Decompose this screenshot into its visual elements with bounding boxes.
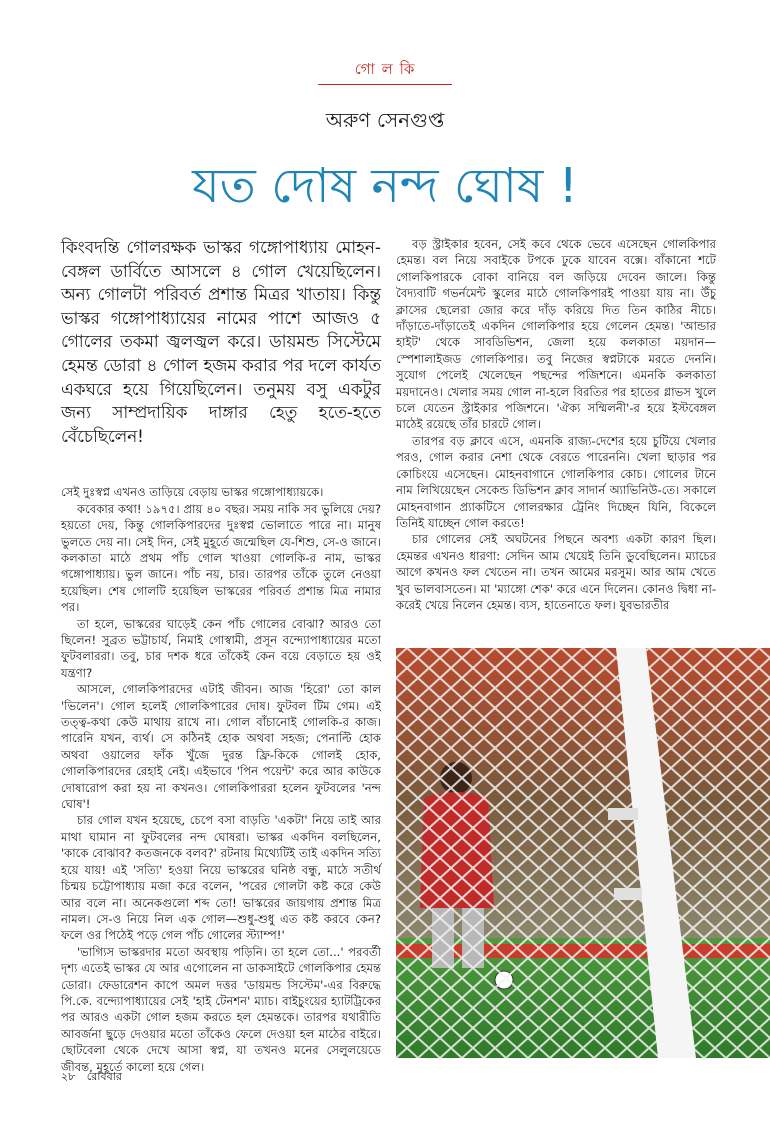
right-column bbox=[396, 236, 716, 613]
goal-net-photo bbox=[396, 648, 770, 1058]
body-paragraph: চার গোলের সেই অঘটনের পিছনে অবশ্য একটা কারণ ছিল। হেমন্তর এখনও ধারণা: সেদিন আম খেয়েই তিনি ডুবেছিলেন। ম্যাচের আগে কখনও ফল খেতেন না। তখন আমের মরসুম। আর আম খেতে খুব ভালবাসতেন। মা 'ম্যাঙ্গো শেক' করে এনে দিলেন। কোনও দ্বিধা না-করেই খেয়ে নিলেন হেমন্ত। ব্যস, হাতেনাতে ফল। যুবভারতীর bbox=[396, 532, 716, 612]
section-label: গো ল কি bbox=[354, 60, 416, 78]
body-paragraph: তারপর বড় ক্লাবে এসে, এমনকি রাজ্য-দেশের হয়ে চুটিয়ে খেলার পরও, গোল করার নেশা থেকে বেরতে পারেননি। খেলা ছাড়ার পর কোচিংয়ে এসেছেন। মোহনবাগানে গোলকিপার কোচ। গোলের টানে নাম লিখিয়েছেন সেকেন্ড ডিভিশন ক্লাব সাদার্ন অ্যাভিনিউ-তে। সকালে মোহনবাগান প্র্যাকটিসে গোলরক্ষার ট্রেনিং দিচ্ছেন যিনি, বিকেলে তিনিই যাচ্ছেন গোল করতে! bbox=[396, 433, 716, 530]
body-paragraph: চার গোল যখন হয়েছে, চেপে বসা বাড়তি 'একটা' নিয়ে তাই আর মাথা ঘামান না ফুটবলের নন্দ ঘোষরা। ভাস্কর একদিন বলছিলেন, 'কাকে বোঝাব? কতজনকে বলব?' রটনায় মিথ্যেটিই তাই একদিন সত্যি হয়ে যায়! এই 'সত্যি' হওয়া নিয়ে ভাস্করের ঘনিষ্ঠ বন্ধু, মাঠে সতীর্থ চিন্ময় চট্টোপাধ্যায় মজা করে বলেন, 'পরের গোলটা কষ্ট করে কেউ আর বলে না। অনেকগুলো শব্দ তো! ভাস্করের জায়গায় প্রশান্ত মিত্র নামল। সে-ও নিয়ে নিল এক গোল—শুধু-শুধু এত কষ্ট করবে কেন? ফলে ওর পিঠেই পড়ে গেল পাঁচ গোলের স্ট্যাম্প!' bbox=[61, 813, 381, 943]
page-footer bbox=[61, 1068, 130, 1087]
left-column bbox=[61, 236, 381, 1075]
lede-text: কিংবদন্তি গোলরক্ষক ভাস্কর গঙ্গোপাধ্যায় মোহন-বেঙ্গল ডার্বিতে আসলে ৪ গোল খেয়েছিলেন। অন্য গোলটা পরিবর্ত প্রশান্ত মিত্রর খাতায়। কিন্তু ভাস্কর গঙ্গোপাধ্যায়ের নামের পাশে আজও ৫ গোলের তকমা জ্বলজ্বল করে। ডায়মন্ড সিস্টেমে হেমন্ত ডোরা ৪ গোল হজম করার পর দলে কার্যত একঘরে হয়ে গিয়েছিলেন। তনুময় বসু একটুর জন্য সাম্প্রদায়িক দাঙ্গার হেতু হতে-হতে বেঁচেছিলেন! bbox=[61, 237, 381, 446]
byline: অরুণ সেনগুপ্ত bbox=[325, 108, 445, 132]
body-paragraph: বড় স্ট্রাইকার হবেন, সেই কবে থেকে ভেবে এসেছেন গোলকিপার হেমন্ত। বল নিয়ে সবাইকে টপকে ঢুকে যাবেন বক্সে। বাঁকানো শটে গোলকিপারকে বোকা বানিয়ে বল জড়িয়ে দেবেন জালে। কিন্তু বৈদ্যবাটি গভর্নমেন্ট স্কুলের মাঠে গোলকিপারই পাওয়া যায় না। উঁচু ক্লাসের ছেলেরা জোর করে দাঁড় করিয়ে দিত তিন কাঠির নীচে। দাঁড়াতে-দাঁড়াতেই একদিন গোলকিপার হয়ে গেলেন হেমন্ত। 'আন্ডার হাইট' থেকে সাবডিভিশন, জেলা হয়ে কলকাতা ময়দান—স্পেশালাইজড গোলকিপার। তবু নিজের স্বপ্নটাকে মরতে দেননি। সুযোগ পেলেই খেলেছেন পছন্দের পজিশনে। এমনকি কলকাতা ময়দানেও। খেলার সময় গোল না-হলে বিরতির পর হাতের গ্লাভস খুলে চলে যেতেন স্ট্রাইকার পজিশনে। 'ঐক্য সম্মিলনী'-র হয়ে ইস্টবেঙ্গল মাঠেই রয়েছে তাঁর চারটে গোল। bbox=[396, 237, 716, 432]
body-paragraph: আসলে, গোলকিপারদের এটাই জীবন। আজ 'হিরো' তো কাল 'ভিলেন'। গোল হলেই গোলকিপারের দোষ। ফুটবল টিম গেম। এই তত্ত্ব-কথা কেউ মাথায় রাখে না। গোল বাঁচানোই গোলকি-র কাজ। পারেনি যখন, ব্যর্থ। সে কঠিনই হোক অথবা সহজ; পেনাল্টি হোক অথবা ওয়ালের ফাঁক খুঁজে দুরন্ত ফ্রি-কিকে গোলই হোক, গোলকিপারদের রেহাই নেই। এইভাবে 'পিন পয়েন্ট' করে আর কাউকে দোষারোপ করা হয় না কখনও। গোলকিপাররা হলেন ফুটবলের 'নন্দ ঘোষ'! bbox=[61, 682, 381, 812]
headline: যত দোষ নন্দ ঘোষ ! bbox=[192, 158, 578, 214]
section-divider bbox=[318, 84, 452, 85]
goal-net bbox=[396, 648, 770, 1058]
goal-net-illustration bbox=[396, 648, 770, 1058]
body-paragraph: 'ভাগ্যিস ভাস্করদার মতো অবস্থায় পড়িনি। তা হলে তো...' পরবর্তী দৃশ্য এতেই ভাস্কর যে আর এগোলেন না ডাকসাইটে গোলকিপার হেমন্ত ডোরা। ফেডারেশন কাপে অমল দত্তর 'ডায়মন্ড সিস্টেম'-এর বিরুদ্ধে পি.কে. বন্দ্যোপাধ্যায়ের সেই 'হাই টেনশন' ম্যাচ। বাইচুংয়ের হ্যাটট্রিকের পর আরও একটা গোল হজম করতে হল হেমন্তকে। তারপর যথারীতি আবর্জনা ছুড়ে দেওয়ার মতো তাঁকেও ফেলে দেওয়া হল মাঠের বাইরে। ছোটবেলা থেকে দেখে আসা স্বপ্ন, যা তখনও মনের সেলুলয়েডে জীবন্ত, মুহূর্তে কালো হয়ে গেল। bbox=[61, 944, 381, 1074]
body-paragraph: তা হলে, ভাস্করের ঘাড়েই কেন পাঁচ গোলের বোঝা? আরও তো ছিলেন! সুব্রত ভট্টাচার্য, নিমাই গোস্বামী, প্রসূন বন্দ্যোপাধ্যায়ের মতো ফুটবলাররা। তবু, চার দশক ধরে তাঁকেই কেন বয়ে বেড়াতে হয় ওই যন্ত্রণা? bbox=[61, 616, 381, 680]
net-clip bbox=[608, 808, 638, 820]
body-paragraph: কবেকার কথা! ১৯৭৫। প্রায় ৪০ বছর। সময় নাকি সব ভুলিয়ে দেয়? হয়তো দেয়, কিন্তু গোলকিপারদের দুঃস্বপ্ন ভোলাতে পারে না। মানুষ ভুলতে দেয় না। সেই দিন, সেই মুহূর্তে জন্মেছিল যে-শিশু, সে-ও জানে। কলকাতা মাঠে প্রথম পাঁচ গোল খাওয়া গোলকি-র নাম, ভাস্কর গঙ্গোপাধ্যায়। ভুল জানে। পাঁচ নয়, চার। তারপর তাঁকে তুলে নেওয়া হয়েছিল। শেষ গোলটি হয়েছিল ভাস্করের পরিবর্ত প্রশান্ত মিত্র নামার পর। bbox=[61, 501, 381, 615]
net-clip bbox=[614, 888, 642, 900]
body-paragraph: সেই দুঃস্বপ্ন এখনও তাড়িয়ে বেড়ায় ভাস্কর গঙ্গোপাধ্যায়কে। bbox=[61, 485, 324, 500]
magazine-name: রোববার bbox=[86, 1070, 122, 1083]
page-number: ২৮ bbox=[61, 1070, 76, 1083]
